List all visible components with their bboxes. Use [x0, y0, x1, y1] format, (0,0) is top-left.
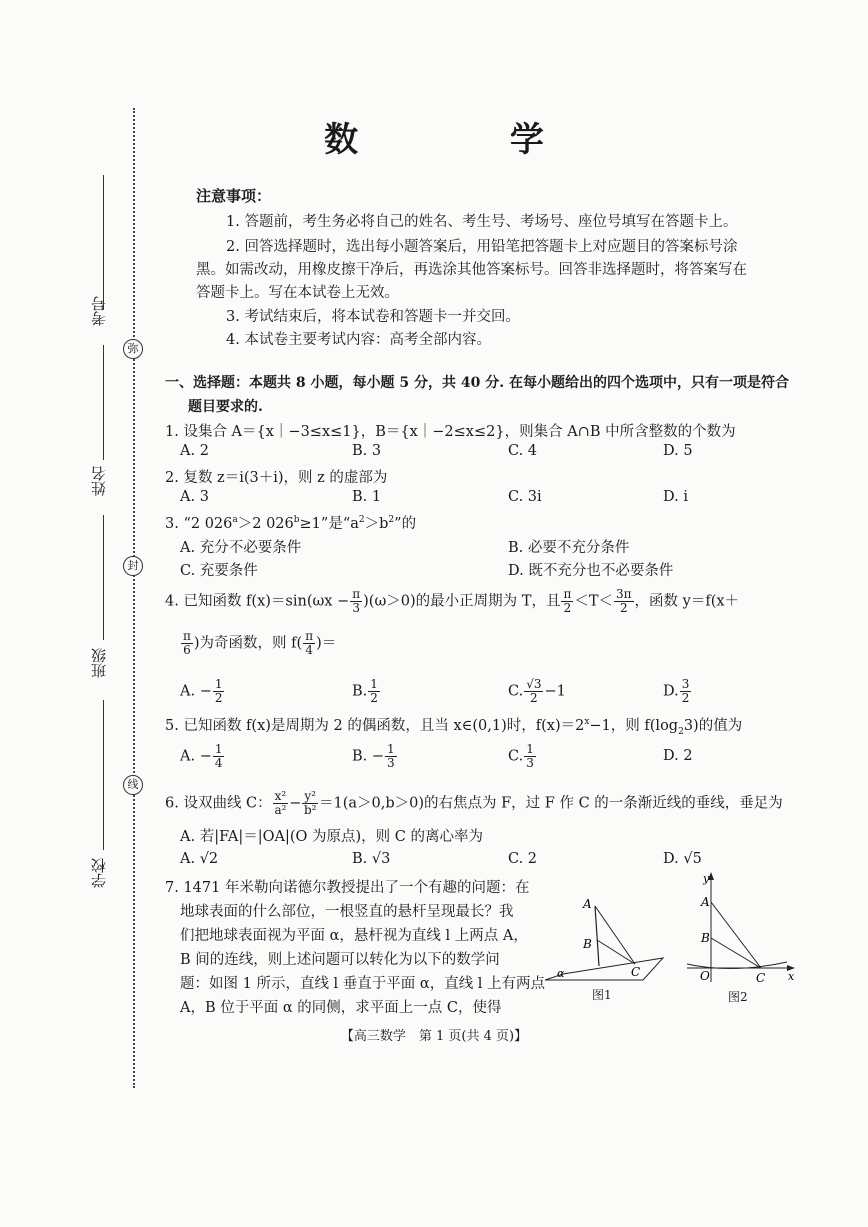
q7-line-1: 7. 1471 年米勒向诺德尔教授提出了一个有趣的问题：在 [165, 880, 530, 896]
q4-option-a: A. − $\frac{1}{2}$ [180, 677, 223, 705]
note-line-6: 4. 本试卷主要考试内容：高考全部内容。 [226, 332, 491, 348]
fig2-label-c: C [756, 971, 766, 985]
figure-2 [683, 870, 798, 988]
q7-line-3: 们把地球表面视为平面 α，悬杆视为直线 l 上两点 A， [180, 928, 528, 944]
note-line-4: 答题卡上。写在本试卷上无效。 [196, 285, 399, 301]
q3-option-d: D. 既不充分也不必要条件 [508, 563, 674, 579]
section-heading: 一、选择题：本题共 8 小题，每小题 5 分，共 40 分. 在每小题给出的四个选项中，只有一项是符合 [165, 375, 789, 391]
q2-stem: 2. 复数 z＝i(3＋i)，则 z 的虚部为 [165, 470, 388, 486]
q4-option-d: D. $\frac{3}{2}$ [663, 677, 690, 705]
frac-pi-over-3: $\frac{\pi}{3}$ [352, 587, 361, 615]
q2-option-a: A. 3 [180, 489, 209, 505]
note-line-5: 3. 考试结束后，将本试卷和答题卡一并交回。 [226, 309, 520, 325]
q5-stem: 5. 已知函数 f(x)是周期为 2 的偶函数，且当 x∈(0,1)时，$f(x)=2^x-1$，则 $f(\log_23)$的值为 [165, 717, 743, 737]
frac-pi-over-6: $\frac{\pi}{6}$ [183, 629, 191, 657]
note-line-3: 黑。如需改动，用橡皮擦干净后，再选涂其他答案标号。回答非选择题时，将答案写在 [196, 262, 747, 278]
q6-option-b: B. √3 [352, 851, 391, 867]
notes-heading: 注意事项： [196, 187, 272, 205]
page-footer: 【高三数学 第 1 页(共 4 页)】 [340, 1029, 528, 1044]
q7-line-6: A，B 位于平面 α 的同侧，求平面上一点 C，使得 [180, 1000, 502, 1016]
binding-dotted-line [133, 108, 135, 1088]
q5-option-b: B. − $\frac{1}{3}$ [352, 742, 395, 770]
q2-option-b: B. 1 [352, 489, 382, 505]
q3-stem: 3. “2 $026^a>2$ $026^b\ge 1$”是“$a^2>b^2$”的 [165, 515, 417, 532]
q7-line-4: B 间的连线，则上述问题可以转化为以下的数学问 [180, 952, 500, 968]
q1-option-c: C. 4 [508, 443, 538, 459]
q7-line-5: 题：如图 1 所示，直线 l 垂直于平面 α，直线 l 上有两点 [180, 976, 546, 992]
xingming-blank [103, 345, 104, 460]
fig2-label-o: O [700, 969, 710, 983]
fig1-label-b: B [583, 937, 592, 951]
q6-stem-line1: 6. 设双曲线 C： $\frac{\text{x²}}{\text{a²}}$ − $\frac{\text{y²}}{\text{b²}}$ ＝1(a＞0,b＞0)的右焦点为 F，过 F 作 C 的一条渐近线的垂线，垂足为 [165, 789, 783, 817]
side-label-banji: 班级 [90, 648, 108, 678]
q6-option-d: D. √5 [663, 851, 702, 867]
banji-blank [103, 515, 104, 640]
frac-pi-over-4: $\frac{\pi}{4}$ [305, 629, 314, 657]
q6-option-c: C. 2 [508, 851, 538, 867]
seal-char-xian: 线 [123, 775, 143, 795]
fig1-caption: 图1 [592, 988, 612, 1002]
figure-1 [545, 892, 670, 987]
q3-option-c: C. 充要条件 [180, 563, 258, 579]
side-label-kaohao: 考号 [90, 296, 108, 326]
side-label-xuexiao: 学校 [90, 858, 108, 888]
fig2-label-b: B [701, 931, 710, 945]
side-label-xingming: 姓名 [90, 466, 108, 496]
seal-char-feng: 封 [123, 556, 143, 576]
q2-option-d: D. i [663, 489, 688, 505]
fig2-caption: 图2 [728, 990, 748, 1004]
q3-option-a: A. 充分不必要条件 [180, 540, 302, 556]
q5-option-a: A. − $\frac{1}{4}$ [180, 742, 223, 770]
frac-3pi-over-2: $\frac{3\pi}{2}$ [616, 587, 632, 615]
q1-option-a: A. 2 [180, 443, 209, 459]
q1-option-b: B. 3 [352, 443, 382, 459]
page-title: 数 学 [324, 120, 614, 160]
q4-option-c: C. $\frac{√3}{2}$ −1 [508, 677, 566, 705]
q4-stem-line2: $\frac{\pi}{6}$ )为奇函数，则 f( $\frac{\pi}{4}$ )＝ [183, 629, 337, 657]
fig2-label-a: A [701, 895, 710, 909]
q6-stem-line2: A. 若|FA|＝|OA|(O 为原点)，则 C 的离心率为 [180, 829, 483, 845]
fig1-label-a: A [583, 897, 592, 911]
q1-option-d: D. 5 [663, 443, 693, 459]
fig2-label-y: y [703, 872, 710, 885]
q4-stem-line1: 4. 已知函数 f(x)＝sin(ωx − $\frac{\pi}{3}$ )(ω＞0)的最小正周期为 T，且 $\frac{\pi}{2}$ ＜T＜ $\frac{3\pi}{2}$ ，函数 y＝f(x＋ [165, 587, 740, 615]
q5-option-c: C. $\frac{1}{3}$ [508, 742, 534, 770]
section-heading-cont: 题目要求的. [188, 399, 263, 415]
q6-option-a: A. √2 [180, 851, 219, 867]
q5-option-d: D. 2 [663, 748, 693, 764]
fig1-label-c: C [631, 965, 641, 979]
fig1-label-alpha: α [557, 967, 565, 980]
xuexiao-blank [103, 700, 104, 850]
q4-option-b: B. $\frac{1}{2}$ [352, 677, 378, 705]
frac-pi-over-2: $\frac{\pi}{2}$ [563, 587, 572, 615]
q1-stem: 1. 设集合 A＝{x｜−3≤x≤1}，B＝{x｜−2≤x≤2}，则集合 A∩B 中所含整数的个数为 [165, 424, 736, 440]
fig2-label-x: x [788, 970, 795, 983]
kaohao-blank [103, 175, 104, 310]
q7-line-2: 地球表面的什么部位，一根竖直的悬杆呈现最长？我 [180, 904, 514, 920]
q3-option-b: B. 必要不充分条件 [508, 540, 630, 556]
q2-option-c: C. 3i [508, 489, 542, 505]
seal-char-mi: 弥 [123, 339, 143, 359]
note-line-1: 1. 答题前，考生务必将自己的姓名、考生号、考场号、座位号填写在答题卡上。 [226, 214, 738, 230]
note-line-2: 2. 回答选择题时，选出每小题答案后，用铅笔把答题卡上对应题目的答案标号涂 [226, 239, 738, 255]
